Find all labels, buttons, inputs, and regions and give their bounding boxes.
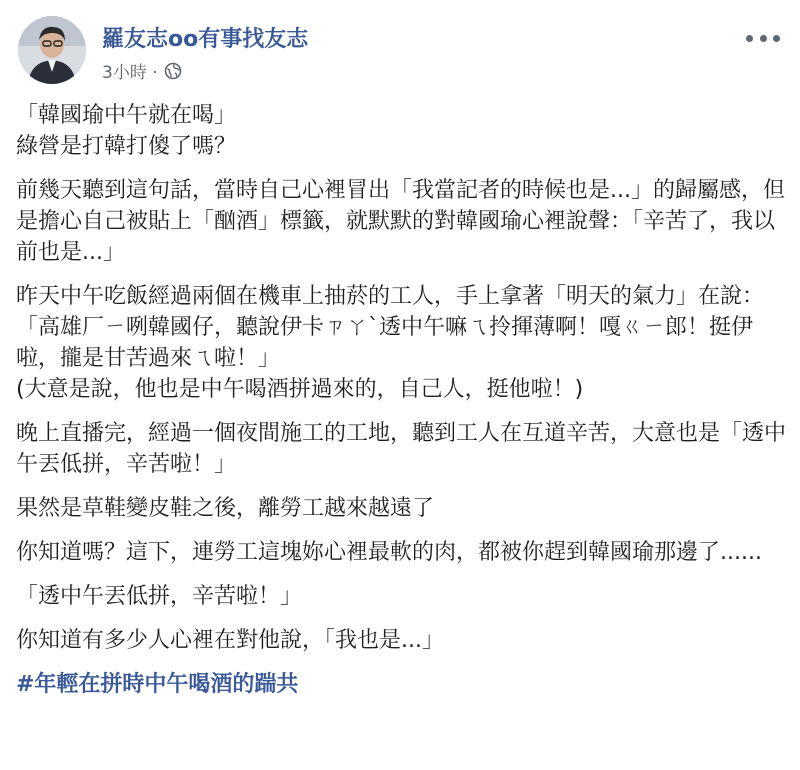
avatar[interactable] bbox=[18, 16, 86, 84]
post-paragraph: 你知道嗎？這下，連勞工這塊妳心裡最軟的肉，都被你趕到韓國瑜那邊了...... bbox=[16, 540, 762, 565]
post-paragraph: 晚上直播完，經過一個夜間施工的工地，聽到工人在互道辛苦，大意也是「透中午丟低拼，辛苦啦！」 bbox=[16, 421, 787, 477]
timestamp[interactable]: 3小時 · bbox=[102, 63, 158, 83]
hashtag-link[interactable]: #年輕在拼時中午喝酒的踹共 bbox=[16, 672, 299, 697]
post-paragraph: 「韓國瑜中午就在喝」 綠營是打韓打傻了嗎？ bbox=[16, 103, 237, 159]
dot bbox=[760, 35, 767, 42]
post-body bbox=[16, 100, 786, 700]
profile-photo bbox=[18, 16, 86, 84]
post-paragraph: 昨天中午吃飯經過兩個在機車上抽菸的工人，手上拿著「明天的氣力」在說：「高雄厂ㄧ咧韓國仔，聽說伊卡ㄗㄚˋ透中午嘛ㄟ拎揮薄啊！嘎ㄍㄧ郎！挺伊啦，攏是甘苦過來ㄟ啦！」 (大意是說，他也是中午喝酒拼過來的，自己人，挺他啦！) bbox=[16, 284, 765, 402]
post-paragraph: 前幾天聽到這句話，當時自己心裡冒出「我當記者的時候也是...」的歸屬感，但是擔心自己被貼上「酗酒」標籤，就默默的對韓國瑜心裡說聲：「辛苦了，我以前也是...」 bbox=[16, 178, 785, 265]
globe-icon bbox=[164, 62, 182, 80]
author-name[interactable]: 羅友志oo有事找友志 bbox=[102, 27, 309, 52]
post-meta bbox=[102, 58, 182, 83]
post-header bbox=[16, 12, 784, 88]
dot bbox=[746, 35, 753, 42]
dot bbox=[773, 35, 780, 42]
post-paragraph: 果然是草鞋變皮鞋之後，離勞工越來越遠了 bbox=[16, 496, 435, 521]
more-options-icon[interactable] bbox=[746, 26, 780, 50]
post-paragraph: 你知道有多少人心裡在對他說，「我也是...」 bbox=[16, 628, 444, 653]
post-paragraph: 「透中午丟低拼，辛苦啦！」 bbox=[16, 584, 303, 609]
